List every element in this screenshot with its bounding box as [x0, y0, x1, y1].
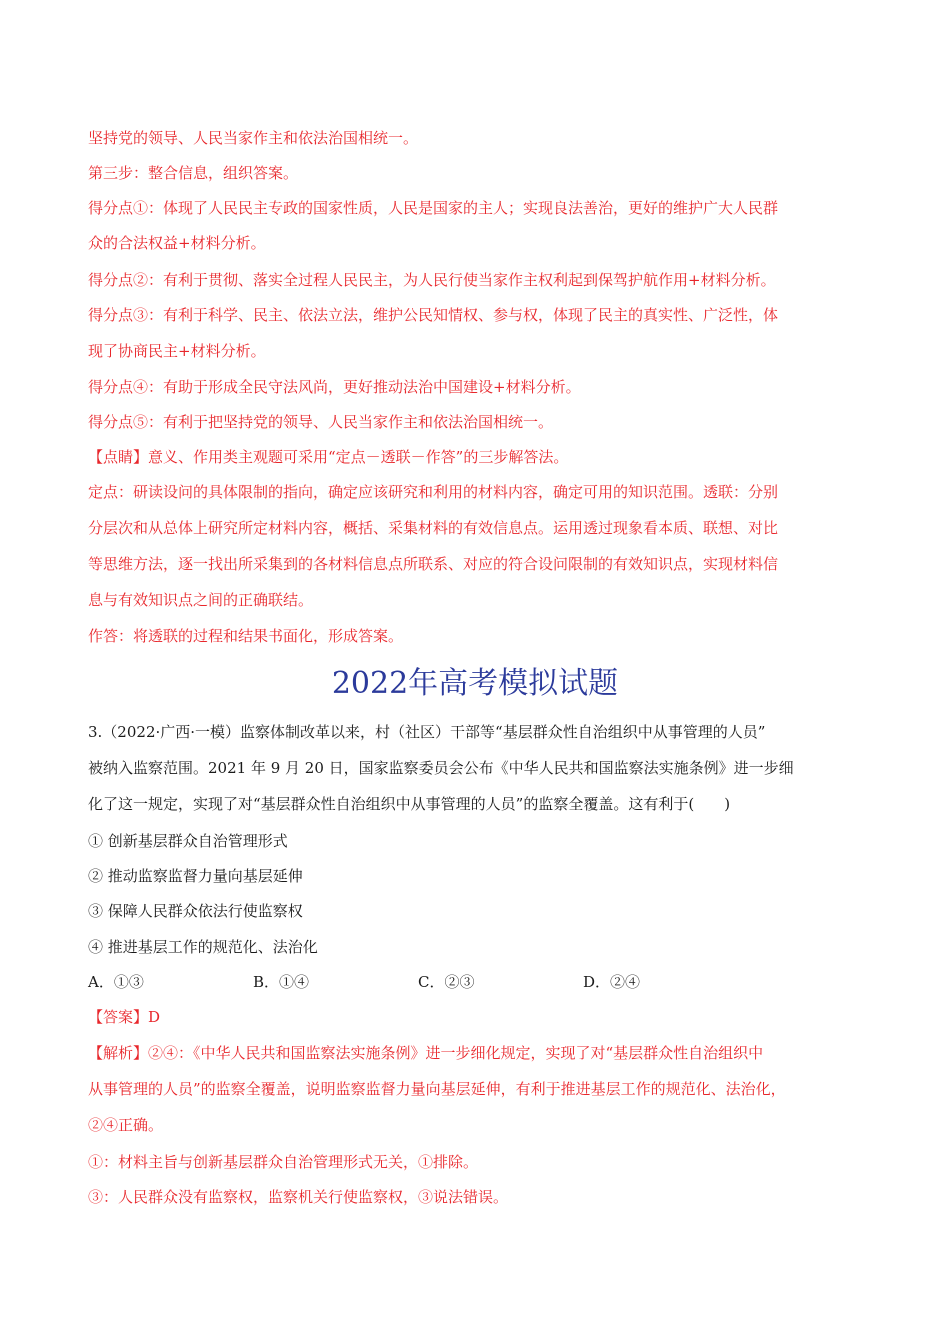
option-b: B．①④ [253, 973, 310, 991]
analysis-line: 定点：研读设问的具体限制的指向，确定应该研究和利用的材料内容，确定可用的知识范围。透联：分别 [88, 483, 779, 501]
score-point-3: 得分点③：有利于科学、民主、依法立法，维护公民知情权、参与权，体现了民主的真实性、广泛性，体 [88, 306, 779, 324]
analysis-line: 分层次和从总体上研究所定材料内容，概括、采集材料的有效信息点。运用透过现象看本质、联想、对比 [88, 519, 779, 537]
answer-label: 【答案】D [88, 1008, 161, 1026]
explanation-line: ②④正确。 [88, 1116, 164, 1134]
explanation-line: 【解析】②④：《中华人民共和国监察法实施条例》进一步细化规定，实现了对“基层群众性自治组织中 [88, 1044, 764, 1062]
explanation-line: ①：材料主旨与创新基层群众自治管理形式无关，①排除。 [88, 1153, 479, 1171]
tip-heading: 【点睛】意义、作用类主观题可采用“定点－透联－作答”的三步解答法。 [88, 448, 569, 466]
option-d: D．②④ [583, 973, 641, 991]
explanation-line: 从事管理的人员”的监察全覆盖，说明监察监督力量向基层延伸，有利于推进基层工作的规范化、法治化， [88, 1080, 786, 1098]
option-c: C．②③ [418, 973, 475, 991]
statement-item: ② 推动监察监督力量向基层延伸 [88, 867, 303, 885]
statement-item: ① 创新基层群众自治管理形式 [88, 832, 288, 850]
statement-item: ③ 保障人民群众依法行使监察权 [88, 902, 303, 920]
explanation-line: ③：人民群众没有监察权，监察机关行使监察权，③说法错误。 [88, 1188, 509, 1206]
section-title: 2022年高考模拟试题 [331, 666, 619, 701]
analysis-line: 现了协商民主+材料分析。 [88, 342, 266, 360]
score-point-2: 得分点②：有利于贯彻、落实全过程人民民主，为人民行使当家作主权利起到保驾护航作用+材料分析。 [88, 271, 776, 289]
analysis-line: 息与有效知识点之间的正确联结。 [88, 591, 314, 609]
analysis-line: 众的合法权益+材料分析。 [88, 234, 266, 252]
analysis-line: 第三步：整合信息，组织答案。 [88, 164, 299, 182]
score-point-5: 得分点⑤：有利于把坚持党的领导、人民当家作主和依法治国相统一。 [88, 413, 554, 431]
analysis-line: 等思维方法，逐一找出所采集到的各材料信息点所联系、对应的符合设问限制的有效知识点，实现材料信 [88, 555, 779, 573]
question-stem: 化了这一规定，实现了对“基层群众性自治组织中从事管理的人员”的监察全覆盖。这有利于( ) [88, 795, 731, 813]
statement-item: ④ 推进基层工作的规范化、法治化 [88, 938, 318, 956]
question-stem: 3.（2022·广西·一模）监察体制改革以来，村（社区）干部等“基层群众性自治组织中从事管理的人员” [88, 723, 766, 741]
score-point-4: 得分点④：有助于形成全民守法风尚，更好推动法治中国建设+材料分析。 [88, 378, 581, 396]
option-a: A．①③ [88, 973, 144, 991]
analysis-line: 作答：将透联的过程和结果书面化，形成答案。 [88, 627, 404, 645]
score-point-1: 得分点①：体现了人民民主专政的国家性质，人民是国家的主人；实现良法善治，更好的维护广大人民群 [88, 199, 779, 217]
question-stem: 被纳入监察范围。2021 年 9 月 20 日，国家监察委员会公布《中华人民共和国监察法实施条例》进一步细 [88, 759, 794, 777]
analysis-line: 坚持党的领导、人民当家作主和依法治国相统一。 [88, 129, 419, 147]
